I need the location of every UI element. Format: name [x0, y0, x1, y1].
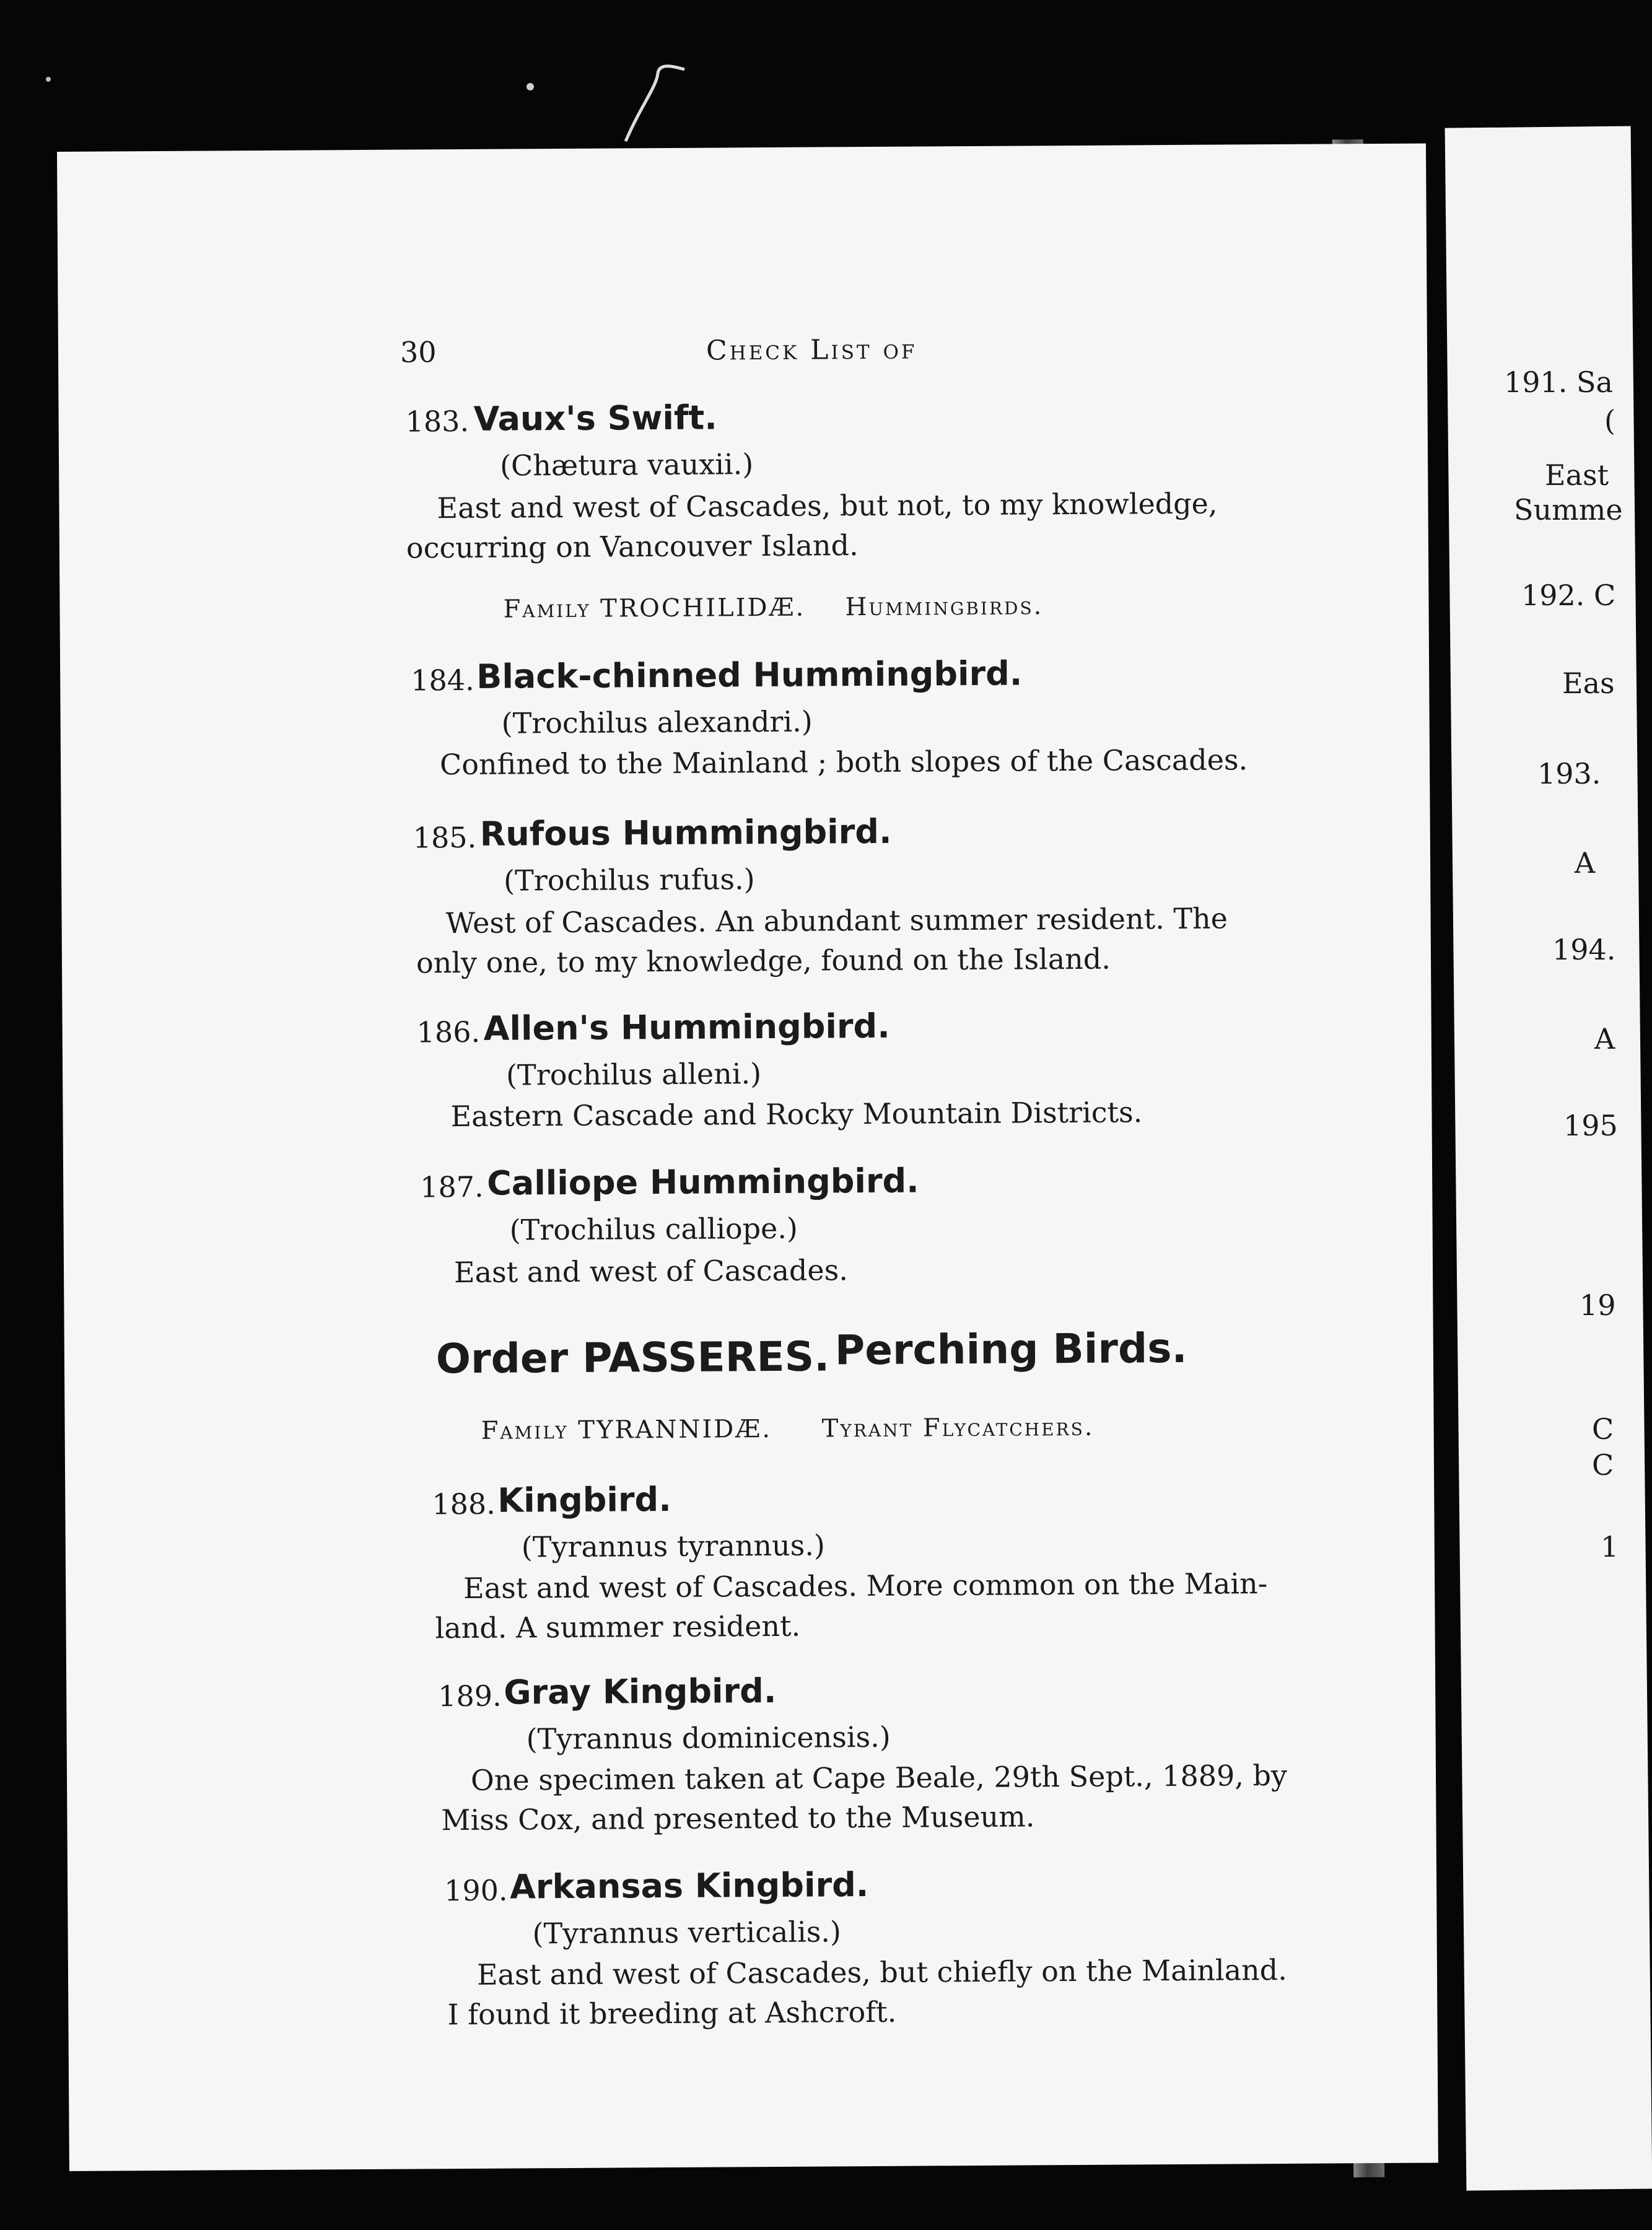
- scientific-name: (Chætura vauxii.): [499, 447, 754, 483]
- scientific-name: (Trochilus alleni.): [505, 1057, 762, 1092]
- entry-description: Confined to the Mainland ; both slopes of the Cascades.: [439, 743, 1248, 782]
- entry-number: 185.: [413, 820, 477, 855]
- entry-description: East and west of Cascades. More common on the Main-: [463, 1567, 1268, 1606]
- entry-description: Miss Cox, and presented to the Museum.: [441, 1799, 1035, 1837]
- species-name: Rufous Hummingbird.: [479, 811, 892, 854]
- facing-page-fragment: 195: [1563, 1109, 1618, 1142]
- page: [57, 143, 1438, 2171]
- facing-page-fragment: C: [1592, 1448, 1614, 1482]
- species-name: Black-chinned Hummingbird.: [476, 654, 1023, 696]
- species-name: Gray Kingbird.: [504, 1671, 777, 1712]
- family-common-name: Tyrant Flycatchers.: [821, 1412, 1095, 1443]
- facing-page-fragment: East: [1545, 458, 1609, 492]
- entry-description: occurring on Vancouver Island.: [406, 528, 859, 565]
- entry-description: only one, to my knowledge, found on the Island.: [416, 942, 1111, 980]
- order-heading: Order PASSERES.: [435, 1332, 830, 1383]
- entry-number: 186.: [416, 1015, 481, 1049]
- scientific-name: (Tyrannus tyrannus.): [521, 1528, 826, 1564]
- facing-page-fragment: Eas: [1562, 667, 1615, 700]
- order-common-name: Perching Birds.: [834, 1324, 1187, 1375]
- scientific-name: (Trochilus alexandri.): [501, 704, 813, 740]
- scientific-name: (Tyrannus verticalis.): [532, 1915, 842, 1951]
- family-heading: Family TYRANNIDÆ.: [481, 1414, 772, 1445]
- running-head: Check List of: [706, 333, 917, 367]
- species-name: Arkansas Kingbird.: [509, 1865, 869, 1907]
- facing-page-fragment: 191. Sa: [1504, 365, 1613, 399]
- scientific-name: (Trochilus calliope.): [509, 1211, 798, 1247]
- entry-number: 187.: [420, 1170, 484, 1204]
- species-name: Kingbird.: [497, 1479, 671, 1520]
- facing-page: [1445, 126, 1652, 2191]
- entry-description: East and west of Cascades, but chiefly on the Mainland.: [476, 1952, 1287, 1992]
- entry-description: I found it breeding at Ashcroft.: [447, 1995, 897, 2032]
- facing-page-fragment: 192. C: [1521, 579, 1616, 612]
- species-name: Vaux's Swift.: [473, 398, 717, 439]
- facing-page-fragment: 19: [1580, 1288, 1616, 1322]
- entry-description: Eastern Cascade and Rocky Mountain Districts.: [450, 1095, 1143, 1134]
- entry-number: 183.: [405, 404, 470, 439]
- entry-description: land. A summer resident.: [435, 1609, 801, 1645]
- scientific-name: (Trochilus rufus.): [504, 862, 755, 898]
- facing-page-fragment: 1: [1601, 1530, 1619, 1563]
- facing-page-fragment: C: [1592, 1412, 1614, 1446]
- species-name: Allen's Hummingbird.: [483, 1006, 890, 1048]
- family-heading: Family TROCHILIDÆ.: [503, 593, 806, 624]
- entry-description: One specimen taken at Cape Beale, 29th Sept., 1889, by: [470, 1758, 1288, 1797]
- entry-number: 190.: [444, 1873, 508, 1908]
- facing-page-fragment: (: [1604, 404, 1615, 437]
- entry-description: West of Cascades. An abundant summer resident. The: [445, 901, 1228, 940]
- page-number: 30: [400, 335, 437, 369]
- family-common-name: Hummingbirds.: [845, 592, 1044, 622]
- dust-speck: [46, 77, 51, 82]
- thread-mark: [626, 66, 684, 141]
- scientific-name: (Tyrannus dominicensis.): [526, 1720, 891, 1756]
- species-name: Calliope Hummingbird.: [486, 1161, 919, 1203]
- entry-description: East and west of Cascades.: [453, 1253, 849, 1290]
- facing-page-fragment: Summe: [1514, 493, 1623, 527]
- entry-number: 184.: [411, 663, 474, 697]
- facing-page-fragment: A: [1594, 1022, 1615, 1056]
- entry-description: East and west of Cascades, but not, to my knowledge,: [437, 486, 1218, 525]
- entry-number: 189.: [438, 1679, 502, 1713]
- facing-page-fragment: A: [1575, 846, 1596, 880]
- dust-speck: [527, 83, 534, 90]
- facing-page-fragment: 193.: [1537, 757, 1601, 790]
- facing-page-fragment: 194.: [1552, 933, 1616, 966]
- entry-number: 188.: [432, 1487, 496, 1521]
